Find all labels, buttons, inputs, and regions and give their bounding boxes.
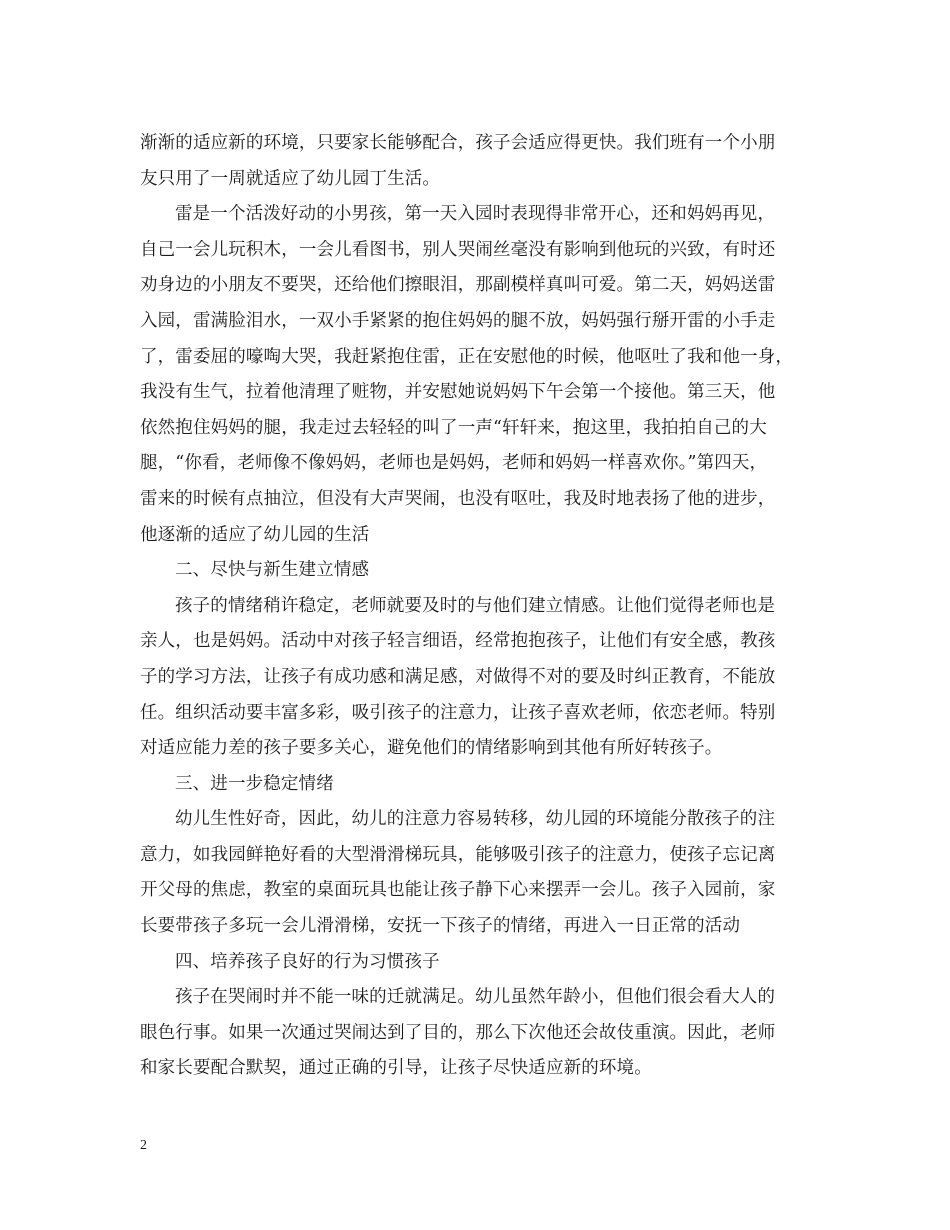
text-line: 腿，“你看，老师像不像妈妈，老师也是妈妈，老师和妈妈一样喜欢你。”第四天， bbox=[140, 453, 768, 474]
page-number: 2 bbox=[140, 1138, 147, 1153]
text-line: 子的学习方法，让孩子有成功感和满足感，对做得不对的要及时纠正教育，不能放 bbox=[140, 666, 776, 687]
text-line: 劝身边的小朋友不要哭，还给他们擦眼泪，那副模样真叫可爱。第二天，妈妈送雷 bbox=[140, 275, 776, 296]
text-line: 对适应能力差的孩子要多关心，避免他们的情绪影响到其他有所好转孩子。 bbox=[140, 738, 723, 759]
text-line: 亲人，也是妈妈。活动中对孩子轻言细语，经常抱抱孩子，让他们有安全感，教孩 bbox=[140, 631, 776, 652]
text-line: 意力，如我园鲜艳好看的大型滑滑梯玩具，能够吸引孩子的注意力，使孩子忘记离 bbox=[140, 844, 776, 865]
text-line: 孩子的情绪稍许稳定，老师就要及时的与他们建立情感。让他们觉得老师也是 bbox=[175, 595, 776, 616]
text-line: 了，雷委屈的嚎啕大哭，我赶紧抱住雷，正在安慰他的时候，他呕吐了我和他一身， bbox=[140, 346, 794, 367]
text-line: 雷是一个活泼好动的小男孩，第一天入园时表现得非常开心，还和妈妈再见， bbox=[175, 204, 776, 225]
text-line: 雷来的时候有点抽泣，但没有大声哭闹，也没有呕吐，我及时地表扬了他的进步， bbox=[140, 488, 776, 509]
text-line: 他逐渐的适应了幼儿园的生活 bbox=[140, 524, 370, 545]
text-line: 自己一会儿玩积木，一会儿看图书，别人哭闹丝毫没有影响到他玩的兴致，有时还 bbox=[140, 239, 776, 260]
section-heading: 二、尽快与新生建立情感 bbox=[175, 560, 370, 581]
text-line: 开父母的焦虑，教室的桌面玩具也能让孩子静下心来摆弄一会儿。孩子入园前，家 bbox=[140, 880, 776, 901]
text-line: 渐渐的适应新的环境，只要家长能够配合，孩子会适应得更快。我们班有一个小朋 bbox=[140, 133, 776, 153]
text-line: 孩子在哭闹时并不能一味的迁就满足。幼儿虽然年龄小，但他们很会看大人的 bbox=[175, 987, 776, 1008]
text-line: 依然抱住妈妈的腿，我走过去轻轻的叫了一声“轩轩来，抱这里，我拍拍自己的大 bbox=[140, 417, 767, 438]
text-line: 和家长要配合默契，通过正确的引导，让孩子尽快适应新的环境。 bbox=[140, 1058, 652, 1079]
text-line: 友只用了一周就适应了幼儿园丁生活。 bbox=[140, 168, 441, 189]
text-line: 我没有生气，拉着他清理了赃物，并安慰她说妈妈下午会第一个接他。第三天，他 bbox=[140, 382, 776, 403]
section-heading: 四、培养孩子良好的行为习惯孩子 bbox=[175, 951, 440, 972]
text-line: 任。组织活动要丰富多彩，吸引孩子的注意力，让孩子喜欢老师，依恋老师。特别 bbox=[140, 702, 776, 723]
text-line: 幼儿生性好奇，因此，幼儿的注意力容易转移，幼儿园的环境能分散孩子的注 bbox=[175, 809, 776, 830]
document-body bbox=[140, 126, 830, 1087]
text-line: 入园，雷满脸泪水，一双小手紧紧的抱住妈妈的腿不放，妈妈强行掰开雷的小手走 bbox=[140, 310, 776, 331]
text-line: 长要带孩子多玩一会儿滑滑梯，安抚一下孩子的情绪，再进入一日正常的活动 bbox=[140, 916, 741, 937]
section-heading: 三、进一步稳定情绪 bbox=[175, 773, 334, 794]
text-line: 眼色行事。如果一次通过哭闹达到了目的，那么下次他还会故伎重演。因此，老师 bbox=[140, 1022, 776, 1043]
